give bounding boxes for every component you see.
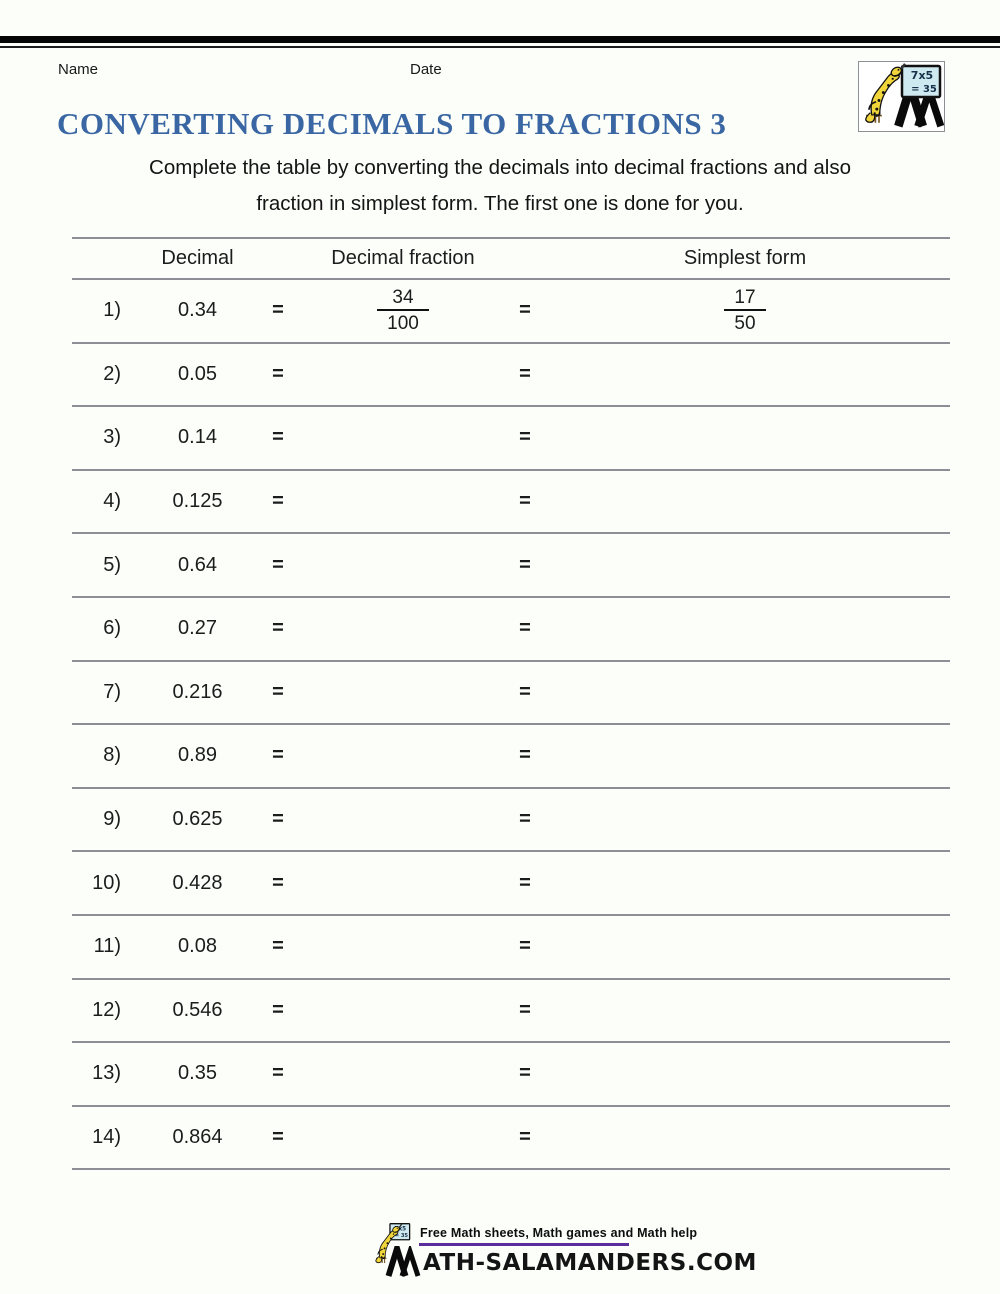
- equals-sign: =: [519, 426, 531, 449]
- decimal-value: 0.89: [178, 744, 217, 767]
- decimal-fraction-cell: [296, 279, 510, 343]
- decimal-value: 0.216: [172, 680, 223, 703]
- simplest-form-cell: [540, 979, 950, 1043]
- simplest-form-cell: [540, 661, 950, 725]
- header-spacer: [510, 238, 540, 279]
- top-rule-thick: [0, 36, 1000, 43]
- decimal-fraction-cell: [296, 724, 510, 788]
- equals-sign: =: [272, 680, 284, 703]
- equals-sign: =: [519, 935, 531, 958]
- fraction-numerator: 34: [392, 286, 414, 308]
- column-header-decimal-fraction: Decimal fraction: [331, 247, 475, 269]
- decimal-value: 0.64: [178, 553, 217, 576]
- simplest-form-cell: [540, 1106, 950, 1170]
- decimal-value: 0.864: [172, 1126, 223, 1149]
- fraction: [724, 286, 765, 337]
- equals-sign: =: [519, 299, 531, 322]
- table-row: [72, 279, 950, 343]
- equals-sign: =: [519, 871, 531, 894]
- decimal-fraction-cell: [296, 533, 510, 597]
- decimal-fraction-cell: [296, 979, 510, 1043]
- fraction: [377, 286, 429, 337]
- simplest-form-cell: [540, 406, 950, 470]
- simplest-form-cell: [540, 788, 950, 852]
- row-number: 10): [92, 871, 121, 894]
- equals-sign: =: [272, 617, 284, 640]
- equals-sign: =: [272, 553, 284, 576]
- decimal-value: 0.35: [178, 1062, 217, 1085]
- top-rule-thin: [0, 46, 1000, 48]
- name-label: Name: [58, 61, 99, 78]
- table-header-row: [72, 238, 950, 279]
- column-header-decimal: Decimal: [161, 247, 234, 269]
- equals-sign: =: [519, 490, 531, 513]
- table-row: [72, 788, 950, 852]
- table-row: [72, 724, 950, 788]
- equals-sign: =: [272, 744, 284, 767]
- table-row: [72, 597, 950, 661]
- table-row: [72, 1042, 950, 1106]
- decimal-value: 0.428: [172, 871, 223, 894]
- equals-sign: =: [272, 299, 284, 322]
- header-spacer: [260, 238, 296, 279]
- row-number: 5): [103, 553, 121, 576]
- table-row: [72, 343, 950, 407]
- decimal-value: 0.546: [172, 998, 223, 1021]
- row-number: 12): [92, 998, 121, 1021]
- decimal-fraction-cell: [296, 1106, 510, 1170]
- fraction-denominator: 50: [724, 309, 765, 336]
- simplest-form-cell: [540, 915, 950, 979]
- equals-sign: =: [519, 1062, 531, 1085]
- footer-wordmark-text: ATH-SALAMANDERS.COM: [423, 1250, 757, 1276]
- equals-sign: =: [519, 1126, 531, 1149]
- row-number: 9): [103, 808, 121, 831]
- equals-sign: =: [272, 998, 284, 1021]
- table-row: [72, 406, 950, 470]
- equals-sign: =: [519, 553, 531, 576]
- decimal-fraction-cell: [296, 406, 510, 470]
- equals-sign: =: [272, 1062, 284, 1085]
- footer-tagline: Free Math sheets, Math games and Math help: [420, 1226, 698, 1240]
- simplest-form-cell: [540, 1042, 950, 1106]
- decimal-fraction-cell: [296, 597, 510, 661]
- table-row: [72, 979, 950, 1043]
- decimal-value: 0.125: [172, 490, 223, 513]
- row-number: 1): [103, 299, 121, 322]
- row-number: 3): [103, 426, 121, 449]
- decimal-fraction-cell: [296, 915, 510, 979]
- fraction-denominator: 100: [377, 309, 429, 336]
- table-row: [72, 1106, 950, 1170]
- simplest-form-cell: [540, 533, 950, 597]
- decimal-fraction-cell: [296, 343, 510, 407]
- row-number: 4): [103, 490, 121, 513]
- row-number: 2): [103, 362, 121, 385]
- decimal-value: 0.05: [178, 362, 217, 385]
- instructions-line-2: fraction in simplest form. The first one is done for you.: [256, 192, 744, 215]
- row-number: 8): [103, 744, 121, 767]
- row-number: 6): [103, 617, 121, 640]
- table-row: [72, 533, 950, 597]
- equals-sign: =: [519, 744, 531, 767]
- simplest-form-cell: [540, 470, 950, 534]
- date-label: Date: [410, 61, 442, 78]
- row-number: 13): [92, 1062, 121, 1085]
- equals-sign: =: [272, 490, 284, 513]
- decimal-fraction-cell: [296, 788, 510, 852]
- page-title: CONVERTING DECIMALS TO FRACTIONS 3: [57, 106, 727, 141]
- simplest-form-cell: [540, 279, 950, 343]
- decimal-value: 0.34: [178, 299, 217, 322]
- decimal-fraction-cell: [296, 470, 510, 534]
- m-logo-icon: [385, 1246, 421, 1278]
- decimal-fraction-cell: [296, 1042, 510, 1106]
- row-number: 14): [92, 1126, 121, 1149]
- equals-sign: =: [519, 362, 531, 385]
- instructions: [0, 150, 1000, 222]
- simplest-form-cell: [540, 343, 950, 407]
- row-number: 11): [93, 935, 121, 958]
- equals-sign: =: [519, 998, 531, 1021]
- equals-sign: =: [519, 617, 531, 640]
- table-row: [72, 661, 950, 725]
- decimal-fraction-cell: [296, 661, 510, 725]
- table-row: [72, 851, 950, 915]
- equals-sign: =: [272, 935, 284, 958]
- simplest-form-cell: [540, 724, 950, 788]
- decimal-fraction-cell: [296, 851, 510, 915]
- footer-wordmark: [385, 1246, 757, 1278]
- column-header-simplest-form: Simplest form: [683, 247, 807, 269]
- simplest-form-cell: [540, 851, 950, 915]
- equals-sign: =: [272, 871, 284, 894]
- fraction-numerator: 17: [734, 286, 756, 308]
- equals-sign: =: [519, 680, 531, 703]
- equals-sign: =: [272, 426, 284, 449]
- decimal-value: 0.625: [172, 808, 223, 831]
- simplest-form-cell: [540, 597, 950, 661]
- header-spacer: [72, 238, 135, 279]
- site-footer: [372, 1220, 757, 1286]
- instructions-line-1: Complete the table by converting the decimals into decimal fractions and also: [149, 156, 851, 179]
- equals-sign: =: [272, 1126, 284, 1149]
- equals-sign: =: [272, 808, 284, 831]
- equals-sign: =: [272, 362, 284, 385]
- row-number: 7): [103, 680, 121, 703]
- equals-sign: =: [519, 808, 531, 831]
- decimal-value: 0.08: [178, 935, 217, 958]
- table-row: [72, 470, 950, 534]
- decimal-value: 0.27: [178, 617, 217, 640]
- worksheet-table: [72, 237, 950, 1170]
- decimal-value: 0.14: [178, 426, 217, 449]
- table-row: [72, 915, 950, 979]
